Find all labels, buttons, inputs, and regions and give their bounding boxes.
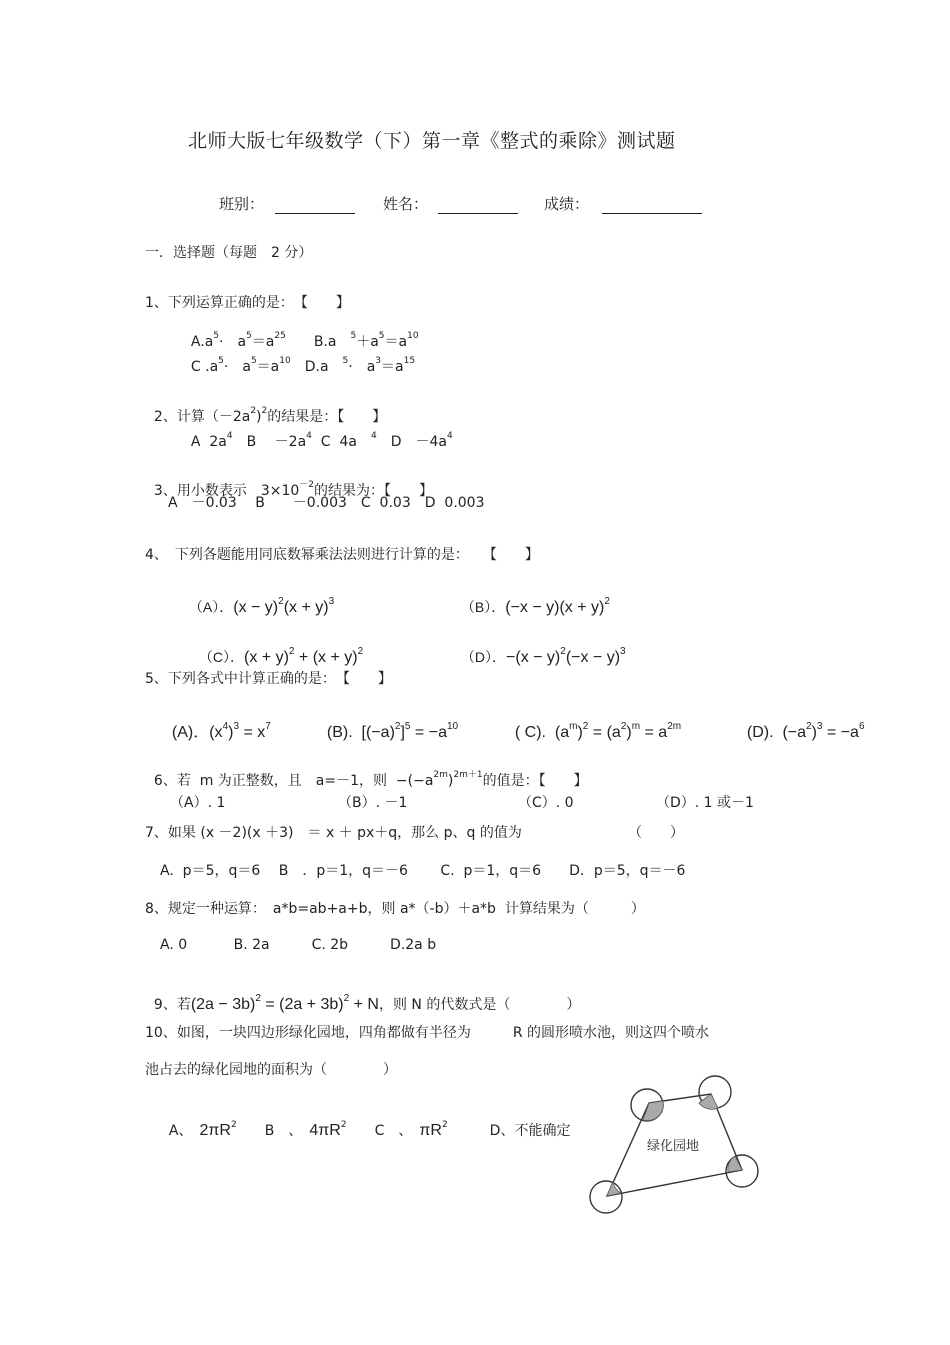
q2-stem: 2、计算$(-2a^2)^2$的结果是：【 】 <box>153 406 387 425</box>
q5-option-c: ( C). $(a^m)^2 = (a^2)^m = a^{2m}$ <box>514 721 682 741</box>
q8-stem: 8、规定一种运算： a*b=ab+a+b，则 a*（-b）＋a*b 计算结果为（ ） <box>145 901 645 917</box>
q6-option-a: （A）. 1 <box>170 795 226 811</box>
name-label: 姓名： <box>383 195 429 213</box>
q6-stem: 6、若 m 为正整数，且 a=－1，则 $-(-a^{2m})^{2m+1}$的值是：【 】 <box>153 770 588 789</box>
class-label: 班别： <box>219 195 265 213</box>
q5-option-b: (B). $[(-a)^2]^5 = -a^{10}$ <box>326 721 459 741</box>
q6-option-b: （B）. －1 <box>338 795 408 811</box>
garden-figure <box>585 1070 775 1220</box>
name-blank[interactable] <box>438 212 518 214</box>
shaded-sector-top-left <box>643 1101 663 1121</box>
q2-options: A $2a^4$ B $-2a^4$ C 4a $^4$ D $-4a^4$ <box>190 431 453 450</box>
q5-stem: 5、下列各式中计算正确的是： 【 】 <box>145 671 392 687</box>
q1-stem: 1、下列运算正确的是： 【 】 <box>145 295 350 311</box>
q7-stem: 7、如果 (x －2)(x ＋3) ＝ x ＋ px＋q，那么 p、q 的值为 <box>145 825 522 841</box>
q4-option-b: （B）．$(-x - y)(x + y)^2$ <box>460 596 610 616</box>
score-label: 成绩： <box>544 195 590 213</box>
q4-option-d: （D）．$-(x - y)^2(-x - y)^3$ <box>460 646 626 666</box>
q5-option-d: (D). $(-a^2)^3 = -a^6$ <box>746 721 865 741</box>
q4-option-a: （A）．$(x - y)^2(x + y)^3$ <box>188 596 335 616</box>
shaded-sector-top-right <box>699 1094 718 1109</box>
page-title: 北师大版七年级数学（下）第一章《整式的乘除》测试题 <box>188 130 676 152</box>
q3-options: A －0.03 B －0.003 C 0.03 D 0.003 <box>168 495 485 511</box>
q1-line2: C $.a^5\cdot$ $a^5=a^{10}$ D.a $^5$· $a^3=a^{15}$ <box>190 356 416 375</box>
q10-options: A、 $2\pi R^2$ B 、 $4\pi R^2$ C 、 $\pi R^2$ D、不能确定 <box>168 1120 571 1139</box>
q8-options: A. 0 B. 2a C. 2b D.2a b <box>160 937 437 953</box>
q7-paren: （ ） <box>628 825 684 841</box>
q1-line1: $A.a^5\cdot$ $a^5=a^{25}$ B.a $^5+a^5=a^{10}$ <box>190 331 419 350</box>
q3-stem: 3、用小数表示 $3\times 10^{-2}$的结果为：【 】 <box>153 480 433 499</box>
q4-option-c: （C）．$(x + y)^2 + (x + y)^2$ <box>198 646 364 666</box>
q6-option-d: （D）. 1 或－1 <box>656 795 754 811</box>
garden-label: 绿化园地 <box>647 1139 700 1154</box>
q10-line2: 池占去的绿化园地的面积为（ ） <box>145 1062 397 1078</box>
score-blank[interactable] <box>602 212 702 214</box>
section-heading: 一．选择题（每题 2 分） <box>145 245 313 261</box>
class-blank[interactable] <box>275 212 355 214</box>
q5-option-a: (A)．$(x^4)^3 = x^7$ <box>171 721 271 741</box>
q10-line1: 10、如图，一块四边形绿化园地，四角都做有半径为 R 的圆形喷水池，则这四个喷水 <box>145 1025 709 1041</box>
fountain-circle-bottom-left <box>590 1181 622 1213</box>
q7-options: A. p＝5，q＝6 B ．p＝1，q＝－6 C. p＝1，q＝6 D．p＝5，q＝－6 <box>160 863 686 879</box>
q9-stem: 9、若$(2a - 3b)^2 = (2a + 3b)^2 + N$，则 N 的代数式是（ ） <box>153 993 581 1013</box>
q6-option-c: （C）. 0 <box>518 795 574 811</box>
q4-stem: 4、 下列各题能用同底数幂乘法法则进行计算的是： 【 】 <box>145 547 539 563</box>
